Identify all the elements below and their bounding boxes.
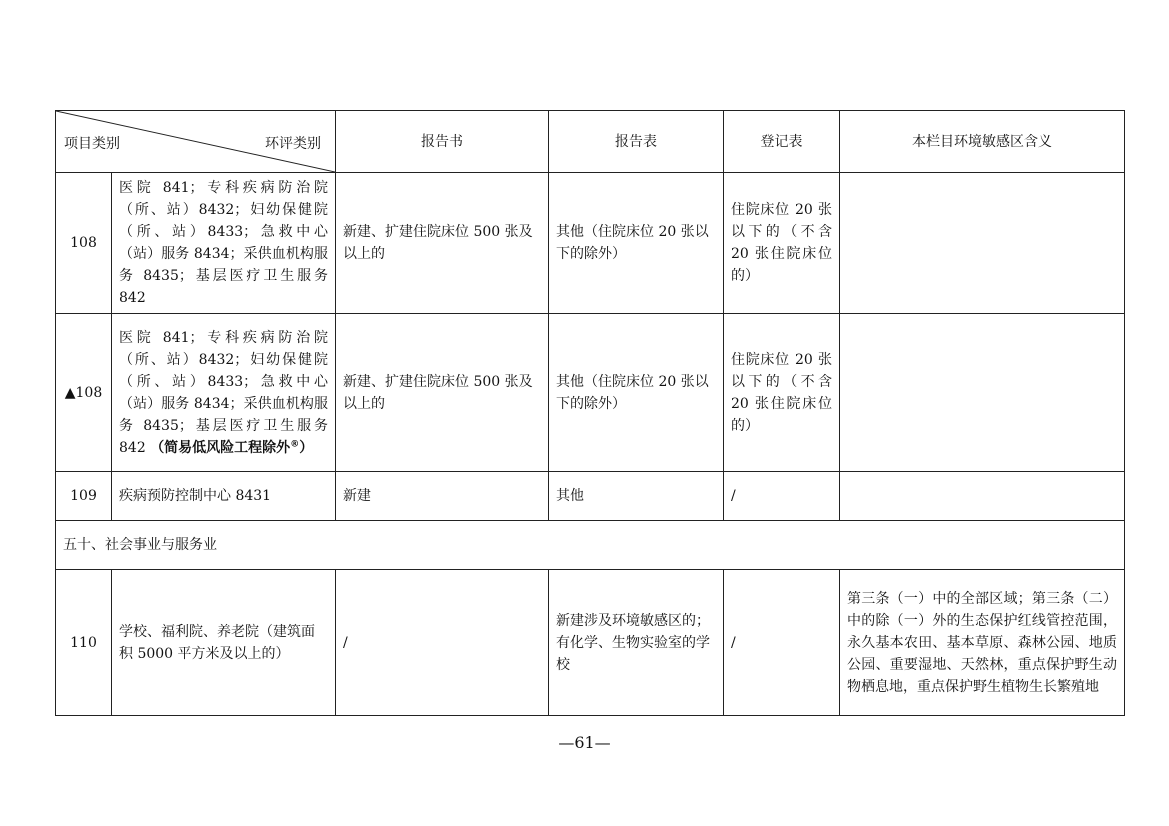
project-category-cell: 学校、福利院、养老院（建筑面积 5000 平方米及以上的） bbox=[112, 570, 336, 716]
project-category-text: 医院 841；专科疾病防治院（所、站）8432；妇幼保健院（所、站）8433；急救中心（站）服务 8434；采供血机构服务 8435；基层医疗卫生服务 842 bbox=[119, 329, 328, 456]
registered-mark: ® bbox=[290, 438, 300, 449]
header-registration-form: 登记表 bbox=[724, 111, 840, 173]
report-form-cell: 其他（住院床位 20 张以下的除外） bbox=[549, 314, 724, 472]
registration-cell: 住院床位 20 张以下的（不含 20 张住院床位的） bbox=[724, 173, 840, 314]
exclusion-note-end: ） bbox=[299, 439, 314, 456]
report-book-cell: 新建、扩建住院床位 500 张及以上的 bbox=[336, 314, 549, 472]
row-number: 108 bbox=[56, 173, 112, 314]
table-row bbox=[56, 314, 1125, 472]
sensitive-area-cell bbox=[840, 472, 1125, 521]
header-report-form: 报告表 bbox=[549, 111, 724, 173]
report-book-cell: / bbox=[336, 570, 549, 716]
report-book-cell: 新建 bbox=[336, 472, 549, 521]
page-number: —61— bbox=[558, 733, 611, 752]
section-row bbox=[56, 521, 1125, 570]
project-category-cell: 医院 841；专科疾病防治院（所、站）8432；妇幼保健院（所、站）8433；急救中心（站）服务 8434；采供血机构服务 8435；基层医疗卫生服务 842 bbox=[112, 173, 336, 314]
header-project-category: 项目类别 bbox=[64, 136, 120, 152]
section-title: 五十、社会事业与服务业 bbox=[56, 521, 1125, 570]
header-report-book: 报告书 bbox=[336, 111, 549, 173]
report-form-cell: 新建涉及环境敏感区的；有化学、生物实验室的学校 bbox=[549, 570, 724, 716]
header-row bbox=[56, 111, 1125, 173]
row-number: 110 bbox=[56, 570, 112, 716]
project-category-cell bbox=[112, 314, 336, 472]
registration-cell: 住院床位 20 张以下的（不含 20 张住院床位的） bbox=[724, 314, 840, 472]
environmental-classification-table bbox=[55, 110, 1125, 716]
sensitive-area-cell: 第三条（一）中的全部区域；第三条（二）中的除（一）外的生态保护红线管控范围，永久基本农田、基本草原、森林公园、地质公园、重要湿地、天然林，重点保护野生动物栖息地，重点保护野生植物生长繁殖地 bbox=[840, 570, 1125, 716]
table-row bbox=[56, 472, 1125, 521]
exclusion-note bbox=[150, 440, 313, 456]
header-sensitive-area-meaning: 本栏目环境敏感区含义 bbox=[840, 111, 1125, 173]
project-category-cell: 疾病预防控制中心 8431 bbox=[112, 472, 336, 521]
table-row bbox=[56, 570, 1125, 716]
row-number: 109 bbox=[56, 472, 112, 521]
header-eia-category: 环评类别 bbox=[265, 136, 321, 152]
row-number: ▲108 bbox=[56, 314, 112, 472]
report-form-cell: 其他 bbox=[549, 472, 724, 521]
report-form-cell: 其他（住院床位 20 张以下的除外） bbox=[549, 173, 724, 314]
sensitive-area-cell bbox=[840, 314, 1125, 472]
diagonal-header-cell bbox=[56, 111, 336, 173]
registration-cell: / bbox=[724, 570, 840, 716]
registration-cell: / bbox=[724, 472, 840, 521]
table-row bbox=[56, 173, 1125, 314]
sensitive-area-cell bbox=[840, 173, 1125, 314]
exclusion-note-text: （简易低风险工程除外 bbox=[150, 439, 291, 456]
report-book-cell: 新建、扩建住院床位 500 张及以上的 bbox=[336, 173, 549, 314]
